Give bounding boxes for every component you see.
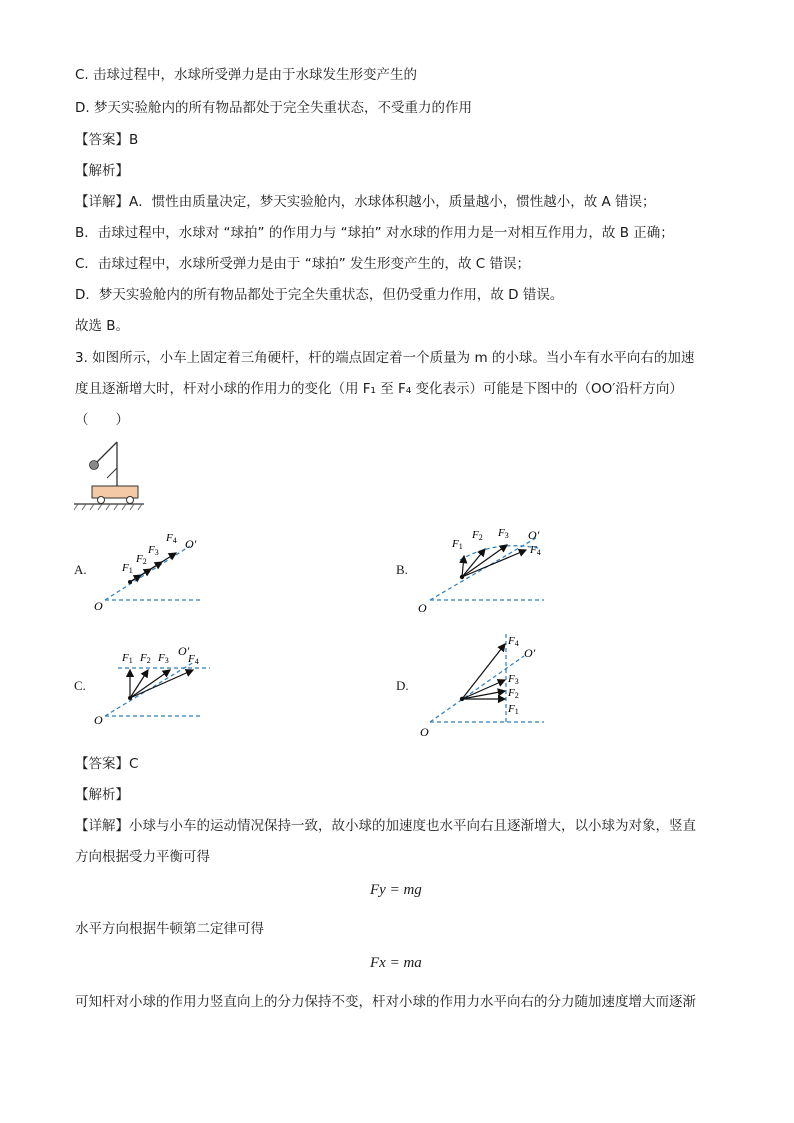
detail-line-3: 水平方向根据牛顿第二定律可得 xyxy=(75,921,264,937)
option-d-figure xyxy=(414,630,554,742)
label-f3: F3 xyxy=(498,527,509,540)
answer-line-2: 【答案】C xyxy=(75,756,139,772)
label-o: O xyxy=(94,713,103,727)
question-3-line2: 度且逐渐增大时，杆对小球的作用力的变化（用 F₁ 至 F₄ 变化表示）可能是下图中的（OO′沿杆方向） xyxy=(75,381,683,397)
label-f4: F4 xyxy=(188,653,199,666)
label-f3: F3 xyxy=(508,673,519,686)
detail-line-1: 【详解】小球与小车的运动情况保持一致，故小球的加速度也水平向右且逐渐增大，以小球为对象，竖直 xyxy=(75,818,696,834)
detail-d: D．梦天实验舱内的所有物品都处于完全失重状态，但仍受重力作用，故 D 错误。 xyxy=(75,287,564,303)
option-b-label: B. xyxy=(396,562,408,577)
detail-b: B．击球过程中，水球对 “球拍” 的作用力与 “球拍” 对水球的作用力是一对相互作用力，故 B 正确； xyxy=(75,225,674,241)
answer-line: 【答案】B xyxy=(75,132,139,148)
label-o: O xyxy=(418,601,427,615)
detail-a: 【详解】A．惯性由质量决定，梦天实验舱内，水球体积越小，质量越小，惯性越小，故 A 错误； xyxy=(75,194,656,210)
option-c-figure xyxy=(90,640,220,730)
label-f1: F1 xyxy=(122,652,133,665)
detail-line-2: 方向根据受力平衡可得 xyxy=(75,849,210,865)
equation-fy: Fy = mg xyxy=(370,882,422,898)
label-f3: F3 xyxy=(158,652,169,665)
question-3-line1: 3. 如图所示，小车上固定着三角硬杆，杆的端点固定着一个质量为 m 的小球。当小车有水平向右的加速 xyxy=(75,350,695,366)
question-3-blank: （ ） xyxy=(75,412,129,428)
label-f1: F1 xyxy=(122,562,133,575)
label-oprime: O′ xyxy=(524,646,536,660)
label-f2: F2 xyxy=(136,553,147,566)
label-o: O xyxy=(94,599,103,613)
line-c-option: C. 击球过程中，水球所受弹力是由于水球发生形变产生的 xyxy=(75,67,418,83)
label-oprime: O′ xyxy=(185,537,197,551)
label-o: O xyxy=(420,725,429,739)
label-oprime: O′ xyxy=(528,528,540,542)
equation-fx: Fx = ma xyxy=(370,955,422,971)
label-f2: F2 xyxy=(508,687,519,700)
line-d-option: D. 梦天实验舱内的所有物品都处于完全失重状态，不受重力的作用 xyxy=(75,100,472,116)
option-b-figure xyxy=(414,520,554,618)
label-f2: F2 xyxy=(472,529,483,542)
analysis-heading-2: 【解析】 xyxy=(75,787,129,803)
detail-c: C．击球过程中，水球所受弹力是由于 “球拍” 发生形变产生的，故 C 错误； xyxy=(75,256,531,272)
label-f4: F4 xyxy=(530,544,541,557)
label-f4: F4 xyxy=(508,635,519,648)
choose-b: 故选 B。 xyxy=(75,318,130,334)
label-f1: F1 xyxy=(508,703,519,716)
detail-line-4: 可知杆对小球的作用力竖直向上的分力保持不变，杆对小球的作用力水平向右的分力随加速度增大而逐渐 xyxy=(75,994,696,1010)
label-f2: F2 xyxy=(140,652,151,665)
analysis-heading: 【解析】 xyxy=(75,163,129,179)
option-a-figure xyxy=(90,524,220,616)
label-f4: F4 xyxy=(166,532,177,545)
cart-figure xyxy=(74,438,154,518)
option-a-label: A. xyxy=(74,562,87,577)
option-c-label: C. xyxy=(74,678,86,693)
label-oprime: O′ xyxy=(178,644,190,658)
label-f1: F1 xyxy=(452,538,463,551)
label-f3: F3 xyxy=(148,544,159,557)
option-d-label: D. xyxy=(396,678,409,693)
